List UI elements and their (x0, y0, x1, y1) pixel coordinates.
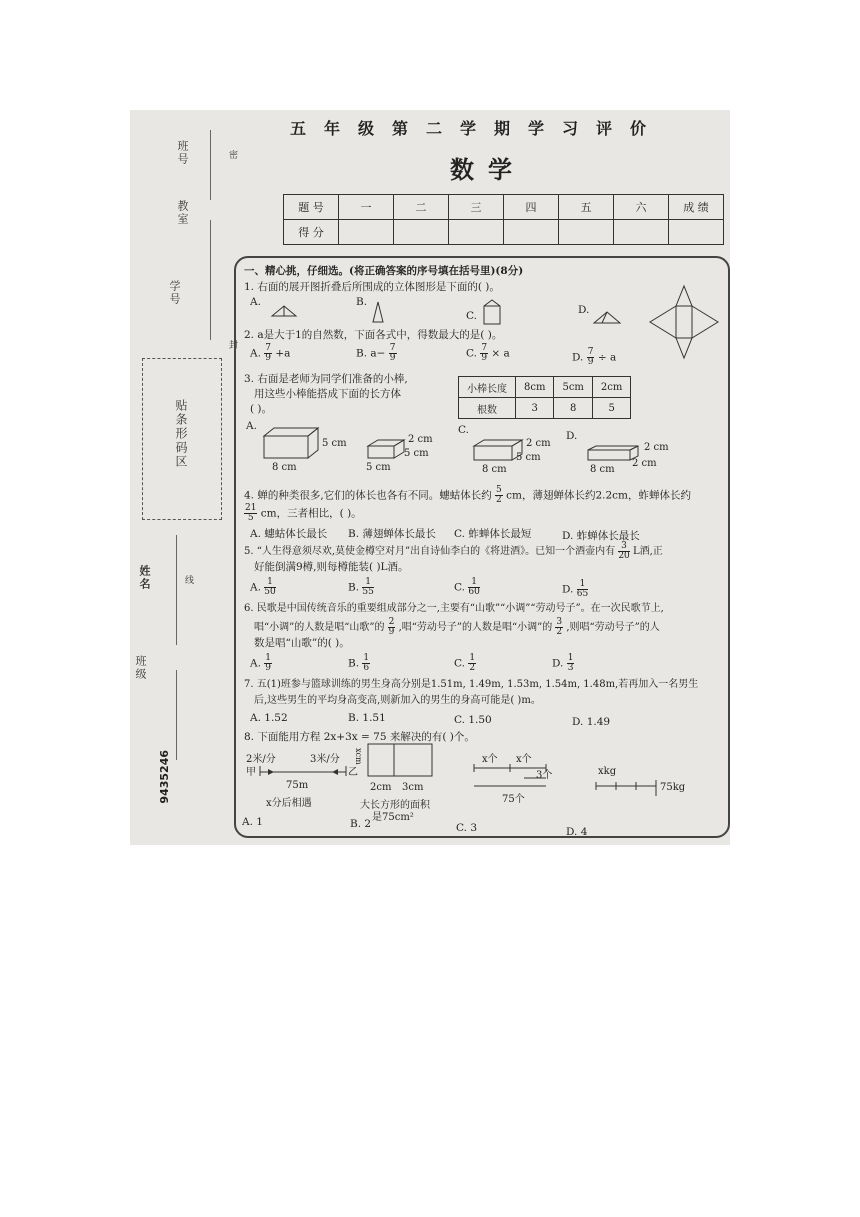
q4-text: cm，三者相比，( )。 (260, 507, 362, 520)
exam-title: 五年级第二学期学习评价 (290, 119, 665, 138)
fig3-x2: x个 (516, 754, 532, 765)
fraction (567, 654, 575, 673)
cuboid-a-icon (262, 426, 322, 460)
q3-option-a[interactable]: A. (246, 420, 257, 432)
score-cell: 得 分 (284, 220, 339, 245)
q6-option-c[interactable] (454, 654, 476, 673)
q4-text: cm，薄翅蝉体长约2.2cm，蚱蝉体长约 (506, 489, 691, 502)
q4-line2 (244, 504, 362, 523)
numerator: 1 (264, 578, 275, 588)
q6-text: 唱“小调”的人数是唱“山歌”的 (254, 622, 385, 633)
score-table (283, 194, 724, 245)
fraction (362, 578, 373, 597)
score-input-cell[interactable] (559, 220, 614, 245)
numerator: 7 (265, 343, 271, 353)
q2-c-post: × a (491, 347, 510, 360)
q3-line1: 3. 右面是老师为同学们准备的小棒, (244, 373, 408, 385)
denominator: 2 (496, 495, 502, 505)
fig1-jia: 甲 (246, 767, 256, 778)
section-one-box (234, 256, 730, 838)
fig4-total: 75kg (660, 782, 686, 793)
score-cell: 五 (559, 195, 614, 220)
q6-text: ,唱“劳动号子”的人数是唱“小调”的 (398, 622, 553, 633)
fig1-yi: 乙 (348, 767, 358, 778)
fraction (362, 654, 370, 673)
denominator: 50 (264, 587, 276, 597)
denominator: 20 (618, 551, 630, 561)
score-cell: 题 号 (284, 195, 339, 220)
score-cell: 一 (339, 195, 394, 220)
q7-line1: 7. 五(1)班参与篮球训练的男生身高分别是1.51m, 1.49m, 1.53m, 1.54m, 1.48m,若再加入一名男生 (244, 679, 699, 690)
q2-option-a[interactable] (250, 344, 290, 363)
q1-option-d[interactable]: D. (578, 304, 590, 316)
scale-diagram (594, 778, 664, 798)
q1-option-a[interactable]: A. (250, 296, 261, 308)
q3-option-c[interactable]: C. (458, 424, 469, 436)
numerator: 1 (468, 578, 479, 588)
margin-line (176, 670, 177, 760)
score-cell: 成 绩 (669, 195, 724, 220)
numerator: 1 (362, 578, 373, 588)
option-label: B. (348, 581, 360, 594)
denominator: 3 (567, 663, 574, 673)
q8-option-d[interactable]: D. 4 (566, 826, 588, 838)
q8-option-b[interactable]: B. 2 (350, 818, 372, 830)
serial-number: 9435246 (158, 750, 171, 804)
dim-label: 2 cm (408, 434, 433, 445)
tall-prism-icon (370, 300, 386, 324)
fraction (577, 580, 588, 599)
q6-line2 (254, 618, 660, 637)
numerator: 1 (469, 653, 476, 663)
q2-c-label: C. (466, 347, 477, 360)
margin-line (176, 535, 177, 645)
distance-line-diagram (258, 764, 350, 778)
fig1-distance: 75m (286, 780, 309, 791)
fig2-caption1: 大长方形的面积 (360, 800, 430, 811)
fraction (264, 654, 272, 673)
numerator: 21 (245, 503, 257, 513)
q5-line1 (244, 542, 663, 561)
q2-d-label: D. (572, 351, 584, 364)
q6-line3: 数是唱“山歌”的( )。 (254, 637, 350, 649)
margin-line (210, 130, 211, 200)
denominator: 9 (587, 357, 594, 367)
q2-b-label: B. a− (356, 347, 386, 360)
q1-text: 1. 右面的展开图折叠后所围成的立体图形是下面的( )。 (244, 281, 500, 293)
dim-label: 5 cm (404, 448, 429, 459)
q5-option-d[interactable] (562, 580, 588, 599)
stick-cell: 5cm (554, 377, 592, 398)
seal-mi: 密 (227, 150, 237, 161)
class-label: 班级 (134, 655, 147, 681)
fraction (555, 618, 563, 637)
q4-option-b[interactable]: B. 薄翅蝉体长最长 (348, 528, 436, 540)
stick-cell: 小棒长度 (459, 377, 516, 398)
denominator: 9 (265, 353, 271, 363)
denominator: 9 (265, 663, 271, 673)
binding-margin (130, 110, 237, 845)
dim-label: 2 cm (632, 458, 657, 469)
pyramid-icon (592, 310, 622, 326)
numerator: 3 (556, 617, 563, 627)
denominator: 9 (389, 353, 396, 363)
fig2-caption2: 是75cm² (372, 812, 414, 823)
option-label: D. (552, 657, 564, 670)
dim-label: 5 cm (322, 438, 347, 449)
q5-line2: 好能倒满9樽,则每樽能装( )L酒。 (254, 561, 409, 573)
stick-cell: 8cm (516, 377, 554, 398)
q5-option-c[interactable] (454, 578, 480, 597)
fig1-speed-b: 3米/分 (310, 754, 340, 765)
fraction (244, 504, 257, 523)
q6-text: ,则唱“劳动号子”的人 (566, 622, 660, 633)
q8-option-a[interactable]: A. 1 (242, 816, 263, 828)
classroom-label: 教室 (176, 200, 189, 226)
score-cell: 四 (504, 195, 559, 220)
stick-cell: 3 (516, 398, 554, 419)
q6-option-b[interactable] (348, 654, 370, 673)
net-diagram (646, 282, 722, 362)
q2-option-b[interactable] (356, 344, 397, 363)
q5-option-a[interactable] (250, 578, 276, 597)
name-label: 姓名 (138, 565, 151, 591)
seal-xian: 线 (183, 575, 193, 586)
section-heading: 一、精心挑，仔细选。(将正确答案的序号填在括号里)(8分) (244, 265, 524, 277)
q1-option-c[interactable]: C. (466, 310, 477, 322)
subject-title: 数学 (450, 155, 526, 184)
q4-text: 4. 蝉的种类很多,它们的体长也各有不同。蟪蛄体长约 (244, 489, 492, 502)
score-input-cell[interactable] (614, 220, 669, 245)
q5-text: 5. “人生得意须尽欢,莫使金樽空对月”出自诗仙李白的《将进酒》。已知一个酒壶内有 (244, 546, 616, 557)
q2-option-d[interactable] (572, 348, 616, 367)
q8-option-c[interactable]: C. 3 (456, 822, 478, 834)
q6-line1: 6. 民歌是中国传统音乐的重要组成部分之一,主要有“山歌”“小调”“劳动号子”。在一次民歌节上, (244, 603, 664, 614)
denominator: 2 (556, 627, 563, 637)
fig3-three: 3个 (536, 770, 553, 781)
barcode-label: 贴条形码区 (174, 399, 188, 469)
dim-label: 2 cm (644, 442, 669, 453)
fig1-caption: x分后相遇 (266, 798, 312, 809)
q2-a-label: A. (250, 347, 261, 360)
score-cell: 三 (449, 195, 504, 220)
numerator: 1 (567, 653, 574, 663)
score-table-score-row (284, 220, 724, 245)
q2-option-c[interactable] (466, 344, 510, 363)
fig2-width1: 2cm (370, 782, 392, 793)
dim-label: 8 cm (482, 464, 507, 475)
q7-option-a[interactable]: A. 1.52 (250, 712, 288, 724)
fraction (618, 542, 629, 561)
numerator: 5 (496, 485, 502, 495)
stick-cell: 根数 (459, 398, 516, 419)
q2-text: 2. a是大于1的自然数，下面各式中，得数最大的是( )。 (244, 329, 503, 341)
triangular-prism-icon (270, 304, 300, 318)
numerator: 7 (389, 343, 396, 353)
seat-number-label: 班号 (176, 140, 189, 166)
seal-feng: 封 (227, 340, 237, 351)
fig3-x1: x个 (482, 754, 498, 765)
numerator: 3 (618, 542, 629, 552)
q5-text: L酒,正 (632, 546, 663, 557)
option-label: C. (454, 581, 465, 594)
numerator: 7 (587, 347, 594, 357)
dim-label: 8 cm (272, 462, 297, 473)
fraction (388, 618, 396, 637)
q7-line2: 后,这些男生的平均身高变高,则新加入的男生的身高可能是( )m。 (254, 695, 541, 706)
numerator: 1 (577, 580, 588, 590)
fig2-side: xcm (354, 748, 363, 765)
fig4-xkg: xkg (598, 766, 617, 777)
q4-option-c[interactable]: C. 蚱蝉体长最短 (454, 528, 532, 540)
q4-option-a[interactable]: A. 蟪蛄体长最长 (250, 528, 328, 540)
fraction (587, 348, 595, 367)
score-cell: 六 (614, 195, 669, 220)
numerator: 1 (363, 653, 370, 663)
q1-option-b[interactable]: B. (356, 296, 368, 308)
denominator: 60 (468, 587, 480, 597)
q6-option-d[interactable] (552, 654, 574, 673)
rectangle-area-diagram (366, 742, 436, 778)
score-cell: 二 (394, 195, 449, 220)
dim-label: 2 cm (526, 438, 551, 449)
exam-photo (130, 110, 730, 845)
q3-line2: 用这些小棒能搭成下面的长方体 (254, 388, 401, 400)
denominator: 6 (363, 663, 370, 673)
stick-table (458, 376, 631, 419)
student-id-label: 学号 (168, 280, 181, 306)
numerator: 1 (265, 653, 271, 663)
denominator: 9 (388, 627, 395, 637)
q3-line3: ( )。 (250, 403, 273, 415)
fraction (468, 578, 479, 597)
q7-option-b[interactable]: B. 1.51 (348, 712, 386, 724)
fraction (480, 344, 488, 363)
fig2-width2: 3cm (402, 782, 424, 793)
fig1-speed-a: 2米/分 (246, 754, 276, 765)
stick-table-header (459, 377, 631, 398)
q7-option-c[interactable]: C. 1.50 (454, 714, 492, 726)
option-label: A. (250, 581, 261, 594)
margin-line (210, 220, 211, 340)
fraction (468, 654, 476, 673)
denominator: 55 (362, 587, 374, 597)
score-input-cell[interactable] (394, 220, 449, 245)
dim-label: 8 cm (590, 464, 615, 475)
barcode-area (142, 358, 222, 520)
option-label: A. (250, 657, 261, 670)
dim-label: 5 cm (516, 452, 541, 463)
fraction (264, 578, 275, 597)
denominator: 9 (481, 353, 488, 363)
score-input-cell[interactable] (449, 220, 504, 245)
stick-table-row (459, 398, 631, 419)
denominator: 65 (576, 589, 589, 599)
fraction (264, 344, 272, 363)
dim-label: 5 cm (366, 462, 391, 473)
q2-a-post: +a (275, 347, 291, 360)
score-table-header-row (284, 195, 724, 220)
fig3-total: 75个 (502, 794, 525, 805)
fraction (389, 344, 397, 363)
stick-cell: 8 (554, 398, 592, 419)
fraction (495, 486, 503, 505)
numerator: 7 (481, 343, 488, 353)
option-label: D. (562, 583, 574, 596)
score-input-cell[interactable] (669, 220, 724, 245)
score-input-cell[interactable] (339, 220, 394, 245)
q6-option-a[interactable] (250, 654, 272, 673)
q3-option-d[interactable]: D. (566, 430, 578, 442)
q2-d-post: ÷ a (597, 351, 617, 364)
q4-line1 (244, 486, 691, 505)
denominator: 2 (469, 663, 476, 673)
denominator: 5 (247, 513, 254, 523)
q5-option-b[interactable] (348, 578, 374, 597)
option-label: C. (454, 657, 465, 670)
pentagonal-prism-icon (480, 298, 504, 328)
option-label: B. (348, 657, 360, 670)
q4-option-d[interactable]: D. 蚱蝉体长最长 (562, 530, 640, 542)
stick-cell: 5 (592, 398, 630, 419)
cuboid-b-icon (366, 438, 408, 460)
numerator: 2 (388, 617, 395, 627)
q7-option-d[interactable]: D. 1.49 (572, 716, 611, 728)
q8-text: 8. 下面能用方程 2x+3x = 75 来解决的有( )个。 (244, 731, 475, 743)
stick-cell: 2cm (592, 377, 630, 398)
score-input-cell[interactable] (504, 220, 559, 245)
